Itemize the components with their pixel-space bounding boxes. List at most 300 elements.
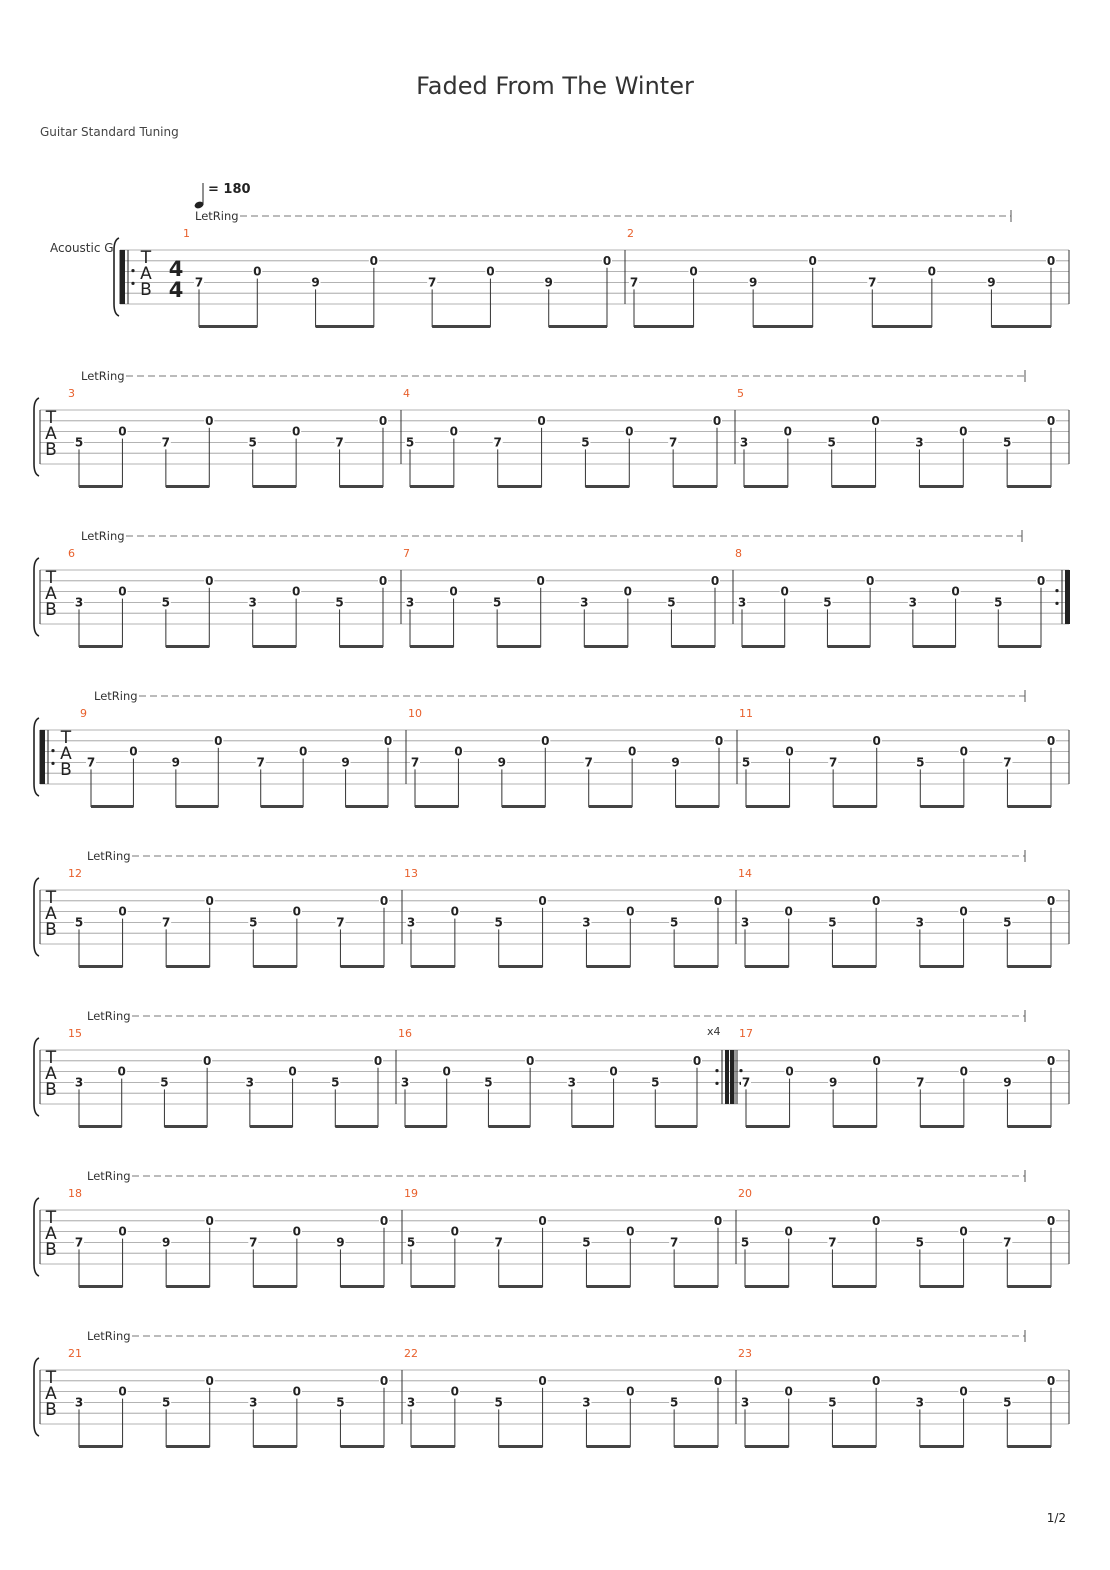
tab-clef-letter: A	[45, 1224, 57, 1244]
fret-number: 0	[626, 904, 635, 919]
fret-number: 0	[538, 1373, 547, 1388]
system-bracket	[34, 558, 39, 636]
tab-clef-letter: A	[60, 744, 72, 764]
beam	[585, 485, 629, 488]
fret-number: 0	[1046, 1053, 1056, 1068]
fret-number: 0	[871, 1373, 881, 1388]
fret-number: 5	[74, 915, 84, 930]
fret-number: 0	[1046, 1213, 1056, 1228]
beam	[832, 965, 876, 968]
fret-number: 3	[580, 595, 589, 610]
fret-number: 0	[292, 1384, 302, 1399]
beam	[340, 485, 383, 488]
fret-number: 0	[1046, 253, 1056, 268]
fret-number: 0	[205, 413, 214, 428]
fret-number: 3	[248, 595, 257, 610]
fret-number: 0	[609, 1064, 618, 1079]
beam	[498, 485, 542, 488]
fret-number: 3	[915, 1395, 925, 1410]
beam	[1007, 1445, 1051, 1448]
fret-number: 3	[245, 1075, 255, 1090]
fret-number: 5	[492, 595, 502, 610]
fret-number: 7	[335, 435, 344, 450]
fret-number: 7	[916, 1075, 925, 1090]
fret-number: 3	[582, 915, 591, 930]
fret-number: 0	[291, 424, 301, 439]
fret-number: 0	[713, 1213, 723, 1228]
fret-number: 3	[406, 915, 416, 930]
fret-number: 0	[784, 1384, 793, 1399]
repeat-count: x4	[707, 1025, 721, 1038]
fret-number: 0	[118, 904, 127, 919]
fret-number: 0	[871, 413, 880, 428]
fret-number: 9	[1003, 1075, 1012, 1090]
fret-number: 5	[823, 595, 832, 610]
system-bracket	[34, 1358, 39, 1436]
fret-number: 5	[667, 595, 676, 610]
fret-number: 0	[625, 424, 634, 439]
fret-number: 7	[584, 755, 593, 770]
beam	[920, 1285, 964, 1288]
fret-number: 0	[205, 893, 214, 908]
beam	[411, 1445, 455, 1448]
fret-number: 9	[544, 275, 553, 290]
measure-number: 16	[398, 1027, 412, 1040]
let-ring-label: LetRing	[87, 1169, 131, 1183]
fret-number: 5	[669, 915, 679, 930]
fret-number: 7	[249, 1235, 258, 1250]
beam	[833, 805, 877, 808]
fret-number: 7	[1003, 755, 1012, 770]
fret-number: 5	[1002, 435, 1012, 450]
beam	[753, 325, 813, 328]
fret-number: 5	[994, 595, 1003, 610]
beam	[415, 805, 458, 808]
fret-number: 5	[74, 435, 84, 450]
fret-number: 0	[713, 1373, 723, 1388]
fret-number: 0	[118, 584, 127, 599]
fret-number: 3	[74, 1395, 84, 1410]
tab-clef-letter: B	[140, 280, 152, 300]
fret-number: 5	[160, 1075, 169, 1090]
beam	[920, 965, 964, 968]
beam	[79, 1125, 122, 1128]
fret-number: 0	[626, 1384, 635, 1399]
tempo-value: = 180	[208, 182, 251, 197]
fret-number: 5	[1003, 915, 1012, 930]
fret-number: 0	[486, 264, 495, 279]
fret-number: 0	[713, 893, 723, 908]
beam	[166, 1285, 210, 1288]
beam	[586, 1445, 630, 1448]
fret-number: 0	[373, 1053, 383, 1068]
fret-number: 5	[406, 1235, 416, 1250]
tab-clef-letter: A	[45, 904, 57, 924]
beam	[411, 965, 455, 968]
repeat-end-thick	[1065, 570, 1070, 624]
beam	[79, 965, 123, 968]
beam	[253, 965, 297, 968]
beam	[1007, 485, 1051, 488]
beam	[346, 805, 388, 808]
tab-clef-letter: B	[45, 440, 57, 460]
measure-number: 11	[739, 707, 753, 720]
beam	[673, 485, 717, 488]
repeat-start-thick	[120, 250, 125, 304]
beam	[79, 1285, 123, 1288]
fret-number: 9	[161, 1235, 171, 1250]
beam	[340, 965, 384, 968]
fret-number: 0	[450, 904, 460, 919]
fret-number: 0	[626, 1224, 635, 1239]
fret-number: 9	[748, 275, 758, 290]
fret-number: 0	[378, 573, 388, 588]
instrument-name: Acoustic G	[50, 241, 114, 255]
measure-number: 10	[408, 707, 422, 720]
fret-number: 5	[405, 435, 415, 450]
let-ring-label: LetRing	[195, 209, 239, 223]
fret-number: 9	[171, 755, 181, 770]
beam	[549, 325, 607, 328]
beam	[584, 645, 628, 648]
beam	[488, 1125, 530, 1128]
system-bracket	[114, 238, 119, 316]
fret-number: 0	[783, 424, 793, 439]
beam	[832, 1285, 876, 1288]
fret-number: 0	[442, 1064, 451, 1079]
fret-number: 7	[194, 275, 204, 290]
beam	[253, 1285, 297, 1288]
tab-clef-letter: A	[45, 424, 57, 444]
beam	[79, 645, 122, 648]
tab-clef-letter: T	[45, 1048, 57, 1068]
fret-number: 3	[915, 915, 925, 930]
fret-number: 7	[669, 1235, 679, 1250]
fret-number: 3	[400, 1075, 410, 1090]
measure-number: 7	[403, 547, 410, 560]
tab-clef-letter: B	[45, 920, 57, 940]
beam	[827, 645, 870, 648]
song-title: Faded From The Winter	[416, 72, 694, 100]
system-bracket	[34, 1038, 39, 1116]
system-bracket	[34, 878, 39, 956]
beam	[913, 645, 956, 648]
fret-number: 0	[383, 733, 393, 748]
tab-clef-letter: B	[45, 1240, 57, 1260]
beam	[745, 965, 789, 968]
fret-number: 0	[292, 904, 302, 919]
beam	[586, 965, 630, 968]
fret-number: 0	[538, 893, 547, 908]
beam	[411, 1285, 455, 1288]
system-bracket	[34, 718, 39, 796]
fret-number: 7	[161, 915, 171, 930]
tab-clef-letter: T	[45, 408, 57, 428]
fret-number: 0	[537, 413, 546, 428]
fret-number: 0	[785, 744, 794, 759]
tab-clef-letter: A	[45, 1064, 57, 1084]
fret-number: 7	[256, 755, 265, 770]
beam	[586, 1285, 630, 1288]
fret-number: 0	[205, 573, 214, 588]
beam	[340, 645, 383, 648]
fret-number: 0	[291, 584, 301, 599]
repeat-dot	[131, 282, 134, 285]
beam	[253, 1445, 297, 1448]
fret-number: 9	[311, 275, 320, 290]
repeat-thick	[730, 1050, 734, 1104]
fret-number: 0	[129, 744, 138, 759]
tab-clef-letter: T	[45, 1208, 57, 1228]
beam	[166, 1445, 210, 1448]
beam	[499, 1285, 543, 1288]
system-bracket	[34, 1198, 39, 1276]
fret-number: 3	[740, 915, 750, 930]
let-ring-label: LetRing	[87, 1329, 131, 1343]
fret-number: 0	[1036, 573, 1046, 588]
fret-number: 0	[959, 904, 968, 919]
beam	[261, 805, 303, 808]
fret-number: 5	[249, 915, 258, 930]
beam	[1007, 1125, 1051, 1128]
fret-number: 0	[871, 893, 881, 908]
fret-number: 3	[74, 595, 84, 610]
fret-number: 0	[538, 1213, 547, 1228]
fret-number: 0	[1046, 1373, 1056, 1388]
beam	[674, 965, 718, 968]
fret-number: 5	[741, 755, 751, 770]
measure-number: 17	[739, 1027, 753, 1040]
beam	[432, 325, 490, 328]
repeat-dot	[51, 749, 54, 752]
fret-number: 0	[369, 253, 379, 268]
fret-number: 0	[927, 264, 937, 279]
beam	[832, 485, 876, 488]
fret-number: 0	[525, 1053, 535, 1068]
fret-number: 0	[959, 424, 968, 439]
tab-clef-letter: B	[45, 600, 57, 620]
fret-number: 5	[161, 595, 171, 610]
beam	[920, 805, 964, 808]
fret-number: 5	[651, 1075, 660, 1090]
beam	[499, 965, 543, 968]
fret-number: 9	[671, 755, 680, 770]
fret-number: 9	[341, 755, 350, 770]
fret-number: 0	[872, 1053, 881, 1068]
repeat-thick	[725, 1050, 729, 1104]
beam	[164, 1125, 207, 1128]
repeat-start-thick	[40, 730, 45, 784]
fret-number: 5	[331, 1075, 340, 1090]
fret-number: 0	[784, 904, 793, 919]
repeat-dot	[1055, 589, 1058, 592]
beam	[674, 1285, 718, 1288]
beam	[991, 325, 1051, 328]
fret-number: 0	[785, 1064, 794, 1079]
let-ring-label: LetRing	[81, 369, 125, 383]
beam	[316, 325, 374, 328]
repeat-dot	[131, 269, 134, 272]
fret-number: 0	[959, 744, 969, 759]
fret-number: 5	[669, 1395, 679, 1410]
beam	[746, 805, 790, 808]
beam	[919, 485, 963, 488]
beam	[176, 805, 218, 808]
fret-number: 0	[450, 1384, 460, 1399]
tab-clef-letter: B	[45, 1080, 57, 1100]
fret-number: 5	[828, 1395, 837, 1410]
tab-clef-letter: T	[45, 1368, 57, 1388]
measure-number: 22	[404, 1347, 418, 1360]
fret-number: 0	[449, 424, 459, 439]
fret-number: 0	[602, 253, 612, 268]
beam	[502, 805, 545, 808]
fret-number: 0	[1046, 733, 1056, 748]
fret-number: 7	[427, 275, 437, 290]
measure-number: 20	[738, 1187, 752, 1200]
beam	[745, 1445, 789, 1448]
fret-number: 7	[493, 435, 502, 450]
measure-number: 13	[404, 867, 418, 880]
tab-clef-letter: T	[45, 568, 57, 588]
fret-number: 7	[86, 755, 96, 770]
fret-number: 0	[117, 1064, 126, 1079]
beam	[405, 1125, 447, 1128]
fret-number: 0	[1046, 413, 1056, 428]
tab-clef-letter: B	[45, 1400, 57, 1420]
beam	[832, 1445, 876, 1448]
beam	[634, 325, 694, 328]
beam	[998, 645, 1041, 648]
measure-number: 5	[737, 387, 744, 400]
fret-number: 0	[378, 413, 388, 428]
fret-number: 0	[871, 1213, 881, 1228]
measure-number: 15	[68, 1027, 82, 1040]
let-ring-label: LetRing	[94, 689, 138, 703]
beam	[676, 805, 719, 808]
fret-number: 0	[541, 733, 550, 748]
fret-number: 3	[567, 1075, 577, 1090]
beam	[79, 485, 122, 488]
fret-number: 7	[828, 1235, 837, 1250]
fret-number: 3	[405, 595, 415, 610]
fret-number: 0	[205, 1373, 214, 1388]
fret-number: 0	[689, 264, 698, 279]
beam	[250, 1125, 293, 1128]
fret-number: 5	[336, 1395, 345, 1410]
fret-number: 5	[581, 435, 590, 450]
fret-number: 0	[450, 1224, 460, 1239]
fret-number: 5	[484, 1075, 493, 1090]
beam	[410, 485, 454, 488]
fret-number: 5	[582, 1235, 591, 1250]
fret-number: 9	[828, 1075, 838, 1090]
beam	[79, 1445, 123, 1448]
beam	[253, 645, 296, 648]
measure-number: 6	[68, 547, 75, 560]
beam	[671, 645, 715, 648]
fret-number: 0	[454, 744, 463, 759]
beam	[253, 485, 296, 488]
fret-number: 7	[668, 435, 678, 450]
fret-number: 0	[872, 733, 881, 748]
fret-number: 5	[740, 1235, 750, 1250]
beam	[199, 325, 257, 328]
beam	[833, 1125, 877, 1128]
repeat-dot	[715, 1082, 718, 1085]
repeat-dot	[51, 762, 54, 765]
fret-number: 0	[288, 1064, 297, 1079]
beam	[589, 805, 632, 808]
measure-number: 14	[738, 867, 752, 880]
beam	[497, 645, 541, 648]
beam	[335, 1125, 378, 1128]
fret-number: 3	[582, 1395, 591, 1410]
fret-number: 5	[827, 435, 836, 450]
measure-number: 19	[404, 1187, 418, 1200]
beam	[410, 645, 454, 648]
fret-number: 5	[1003, 1395, 1012, 1410]
measure-number: 2	[627, 227, 634, 240]
measure-number: 1	[183, 227, 190, 240]
fret-number: 9	[336, 1235, 345, 1250]
fret-number: 5	[915, 1235, 925, 1250]
beam	[499, 1445, 543, 1448]
beam	[1007, 805, 1051, 808]
fret-number: 5	[494, 915, 503, 930]
fret-number: 7	[410, 755, 420, 770]
system-bracket	[34, 398, 39, 476]
beam	[674, 1445, 718, 1448]
let-ring-label: LetRing	[87, 1009, 131, 1023]
fret-number: 0	[714, 733, 724, 748]
fret-number: 3	[406, 1395, 416, 1410]
fret-number: 9	[497, 755, 507, 770]
tab-clef-letter: A	[45, 1384, 57, 1404]
fret-number: 3	[74, 1075, 84, 1090]
tuning-label: Guitar Standard Tuning	[40, 125, 179, 139]
time-signature-bottom: 4	[168, 278, 184, 302]
fret-number: 3	[737, 595, 747, 610]
fret-number: 5	[828, 915, 837, 930]
fret-number: 3	[739, 435, 749, 450]
fret-number: 3	[915, 435, 924, 450]
measure-number: 3	[68, 387, 75, 400]
fret-number: 0	[959, 1224, 968, 1239]
fret-number: 7	[74, 1235, 84, 1250]
beam	[1007, 1285, 1051, 1288]
tab-clef-letter: T	[140, 248, 152, 268]
fret-number: 0	[627, 744, 637, 759]
beam	[340, 1445, 384, 1448]
repeat-dot	[1055, 602, 1058, 605]
beam	[91, 805, 133, 808]
measure-number: 12	[68, 867, 82, 880]
fret-number: 7	[868, 275, 877, 290]
fret-number: 0	[536, 573, 545, 588]
fret-number: 7	[828, 755, 838, 770]
fret-number: 7	[741, 1075, 751, 1090]
fret-number: 0	[292, 1224, 302, 1239]
page-number: 1/2	[1046, 1511, 1066, 1525]
fret-number: 5	[335, 595, 344, 610]
beam	[872, 325, 932, 328]
fret-number: 0	[784, 1224, 793, 1239]
fret-number: 0	[959, 1064, 969, 1079]
fret-number: 7	[336, 915, 345, 930]
measure-number: 18	[68, 1187, 82, 1200]
fret-number: 5	[916, 755, 925, 770]
